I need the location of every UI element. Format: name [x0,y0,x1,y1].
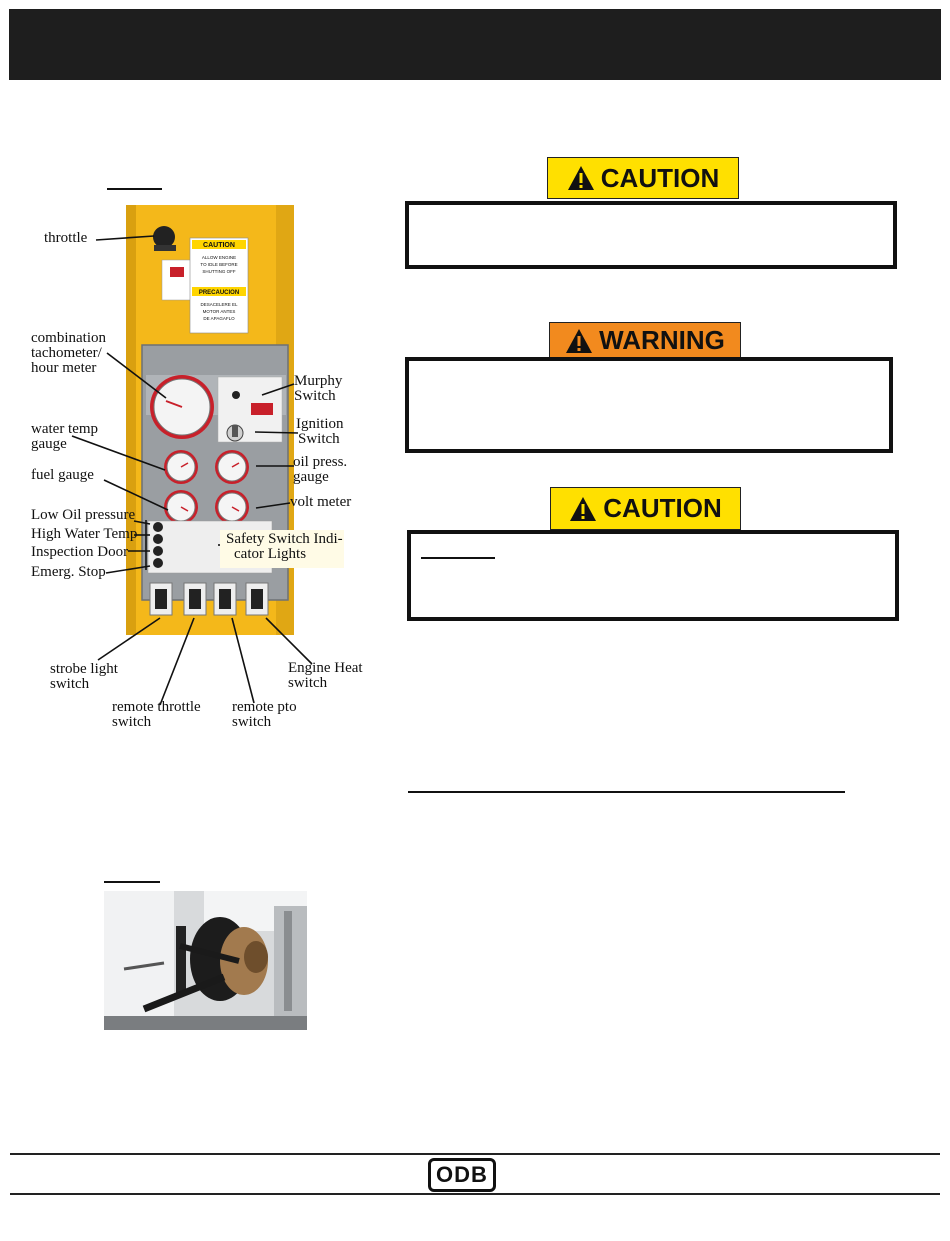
strobe-label-line2: switch [50,676,90,692]
caution-sign-2-text: CAUTION [603,493,722,523]
tach-label-line3: hour meter [31,360,97,376]
fuel-gauge-label: fuel gauge [31,467,94,483]
svg-text:DESACELERE EL: DESACELERE EL [200,302,238,307]
footer-top-rule [10,1153,940,1155]
remote-throttle-label-line2: switch [112,714,152,730]
svg-text:TO IDLE BEFORE: TO IDLE BEFORE [200,262,238,267]
caution-sign-1 [547,157,739,199]
ignition-label-line2: Switch [298,431,340,447]
caution-sign-1-text: CAUTION [600,162,720,193]
tach-label-line2: tachometer/ [31,345,102,361]
murphy-label-line1: Murphy [294,373,343,389]
caution-box-2 [407,530,899,621]
oil-press-label-line1: oil press. [293,454,348,470]
section-heading-underline [408,791,845,793]
decal-precaucion-title: PRECAUCION [198,290,240,296]
inspection-door-label: Inspection Door [31,544,129,560]
warning-sign [549,322,741,359]
svg-text:SHUTTING OFF: SHUTTING OFF [202,269,236,274]
throttle-label: throttle [44,230,88,246]
water-temp-label-line2: gauge [31,436,67,452]
decal-caution-title: CAUTION [203,242,235,249]
murphy-label-line2: Switch [294,388,336,404]
oil-press-label-line2: gauge [293,469,329,485]
warning-sign-text: WARNING [599,325,725,355]
safety-label-line2: cator Lights [234,546,307,562]
low-oil-label: Low Oil pressure [31,507,136,523]
warning-box [405,357,893,453]
footer-bottom-rule [10,1193,940,1195]
strobe-label-line1: strobe light [50,661,118,677]
ignition-label-line1: Ignition [296,416,344,432]
figure-label-underline-2 [104,881,160,883]
odb-logo-text: ODB [436,1162,488,1187]
caution-box-2-underline [421,557,495,559]
remote-pto-label-line2: switch [232,714,272,730]
warning-triangle-icon [569,496,597,522]
engine-heat-label-line1: Engine Heat [288,660,363,676]
water-temp-label-line1: water temp [31,421,99,437]
caution-box-1 [405,201,897,269]
high-water-label: High Water Temp [31,526,138,542]
tach-label-line1: combination [31,330,106,346]
svg-text:DE APAGAFLO: DE APAGAFLO [203,316,235,321]
volt-meter-label: volt meter [290,494,352,510]
remote-throttle-label-line1: remote throttle [112,699,201,715]
engine-pto-photo [104,891,307,1030]
warning-triangle-icon [567,165,595,191]
svg-text:ALLOW ENGINE: ALLOW ENGINE [201,255,237,260]
warning-triangle-icon [565,328,593,354]
emerg-stop-label: Emerg. Stop [31,564,106,580]
svg-text:MOTOR ANTES: MOTOR ANTES [202,309,236,314]
engine-heat-label-line2: switch [288,675,328,691]
remote-pto-label-line1: remote pto [232,699,297,715]
safety-label-line1: Safety Switch Indi- [226,531,343,547]
caution-sign-2 [550,487,741,530]
odb-logo [428,1158,496,1192]
